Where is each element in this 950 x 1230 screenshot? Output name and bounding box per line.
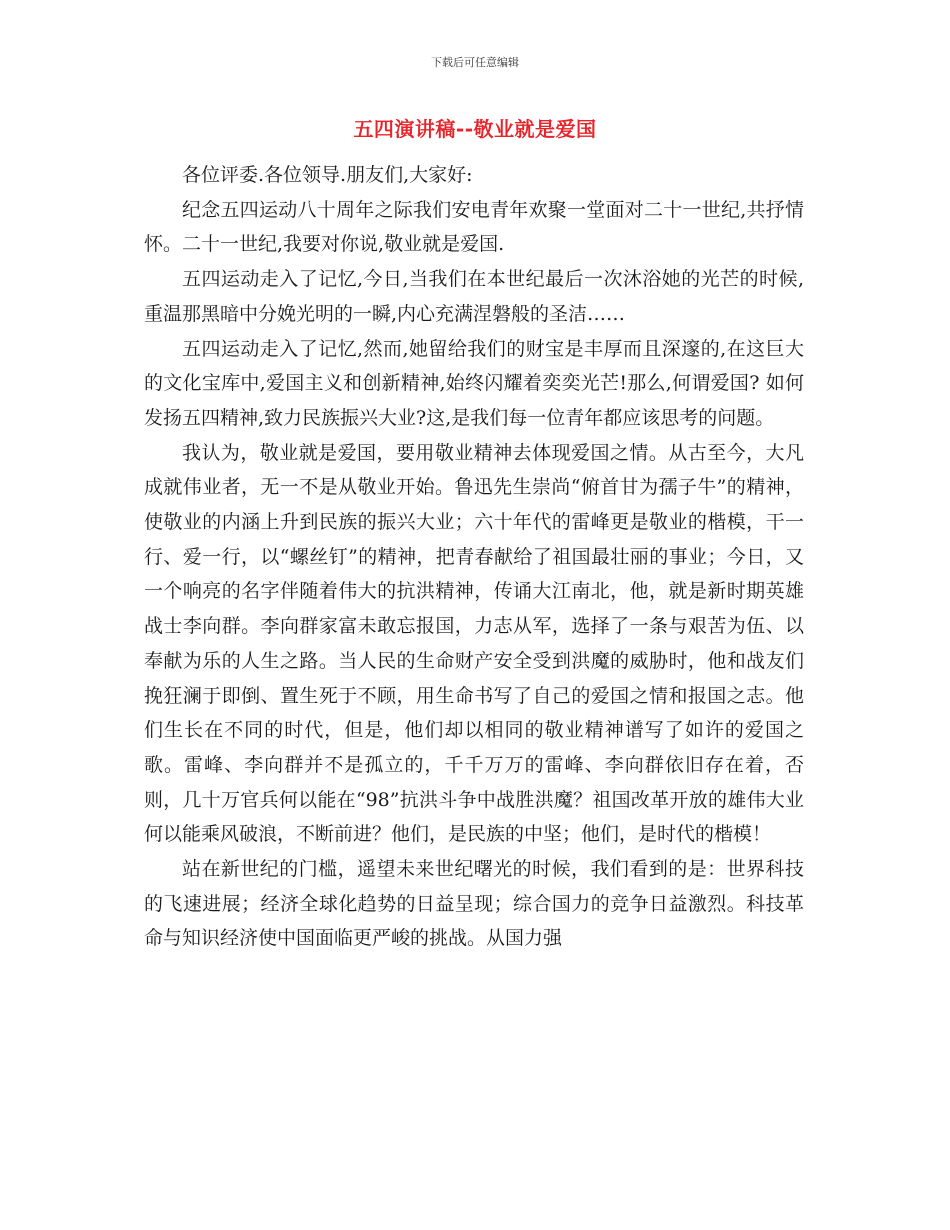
paragraph: 纪念五四运动八十周年之际我们安电青年欢聚一堂面对二十一世纪,共抒情怀。二十一世纪,我要对你说,敬业就是爱国. (144, 198, 804, 256)
paragraph: 五四运动走入了记忆,今日,当我们在本世纪最后一次沐浴她的光芒的时候,重温那黑暗中分娩光明的一瞬,内心充满涅磐般的圣洁…… (144, 268, 804, 325)
document-body (144, 158, 804, 956)
paragraph: 我认为，敬业就是爱国，要用敬业精神去体现爱国之情。从古至今，大凡成就伟业者，无一不是从敬业开始。鲁迅先生崇尚“俯首甘为孺子牛”的精神，使敬业的内涵上升到民族的振兴大业；六十年代的雷峰更是敬业的楷模，干一行、爱一行，以“螺丝钉”的精神，把青春献给了祖国最壮丽的事业；今日，又一个响亮的名字伴随着伟大的抗洪精神，传诵大江南北，他，就是新时期英雄战士李向群。李向群家富未敢忘报国，力志从军，选择了一条与艰苦为伍、以奉献为乐的人生之路。当人民的生命财产安全受到洪魔的威胁时，他和战友们挽狂澜于即倒、置生死于不顾，用生命书写了自己的爱国之情和报国之志。他们生长在不同的时代，但是，他们却以相同的敬业精神谱写了如许的爱国之歌。雷峰、李向群并不是孤立的，千千万万的雷峰、李向群依旧存在着，否则，几十万官兵何以能在“98”抗洪斗争中战胜洪魔？祖国改革开放的雄伟大业何以能乘风破浪，不断前进？他们，是民族的中坚；他们，是时代的楷模！ (144, 441, 804, 846)
paragraph: 站在新世纪的门槛，遥望未来世纪曙光的时候，我们看到的是：世界科技的飞速进展；经济全球化趋势的日益呈现；综合国力的竞争日益激烈。科技革命与知识经济使中国面临更严峻的挑战。从国力强 (144, 858, 804, 950)
paragraph: 五四运动走入了记忆,然而,她留给我们的财宝是丰厚而且深邃的,在这巨大的文化宝库中,爱国主义和创新精神,始终闪耀着奕奕光芒!那么,何谓爱国? 如何发扬五四精神,致力民族振兴大业?这,是我们每一位青年都应该思考的问题。 (144, 337, 804, 429)
header-note: 下载后可任意编辑 (431, 56, 519, 69)
paragraph: 各位评委.各位领导.朋友们,大家好: (182, 164, 473, 186)
document-title: 五四演讲稿--敬业就是爱国 (353, 117, 597, 141)
